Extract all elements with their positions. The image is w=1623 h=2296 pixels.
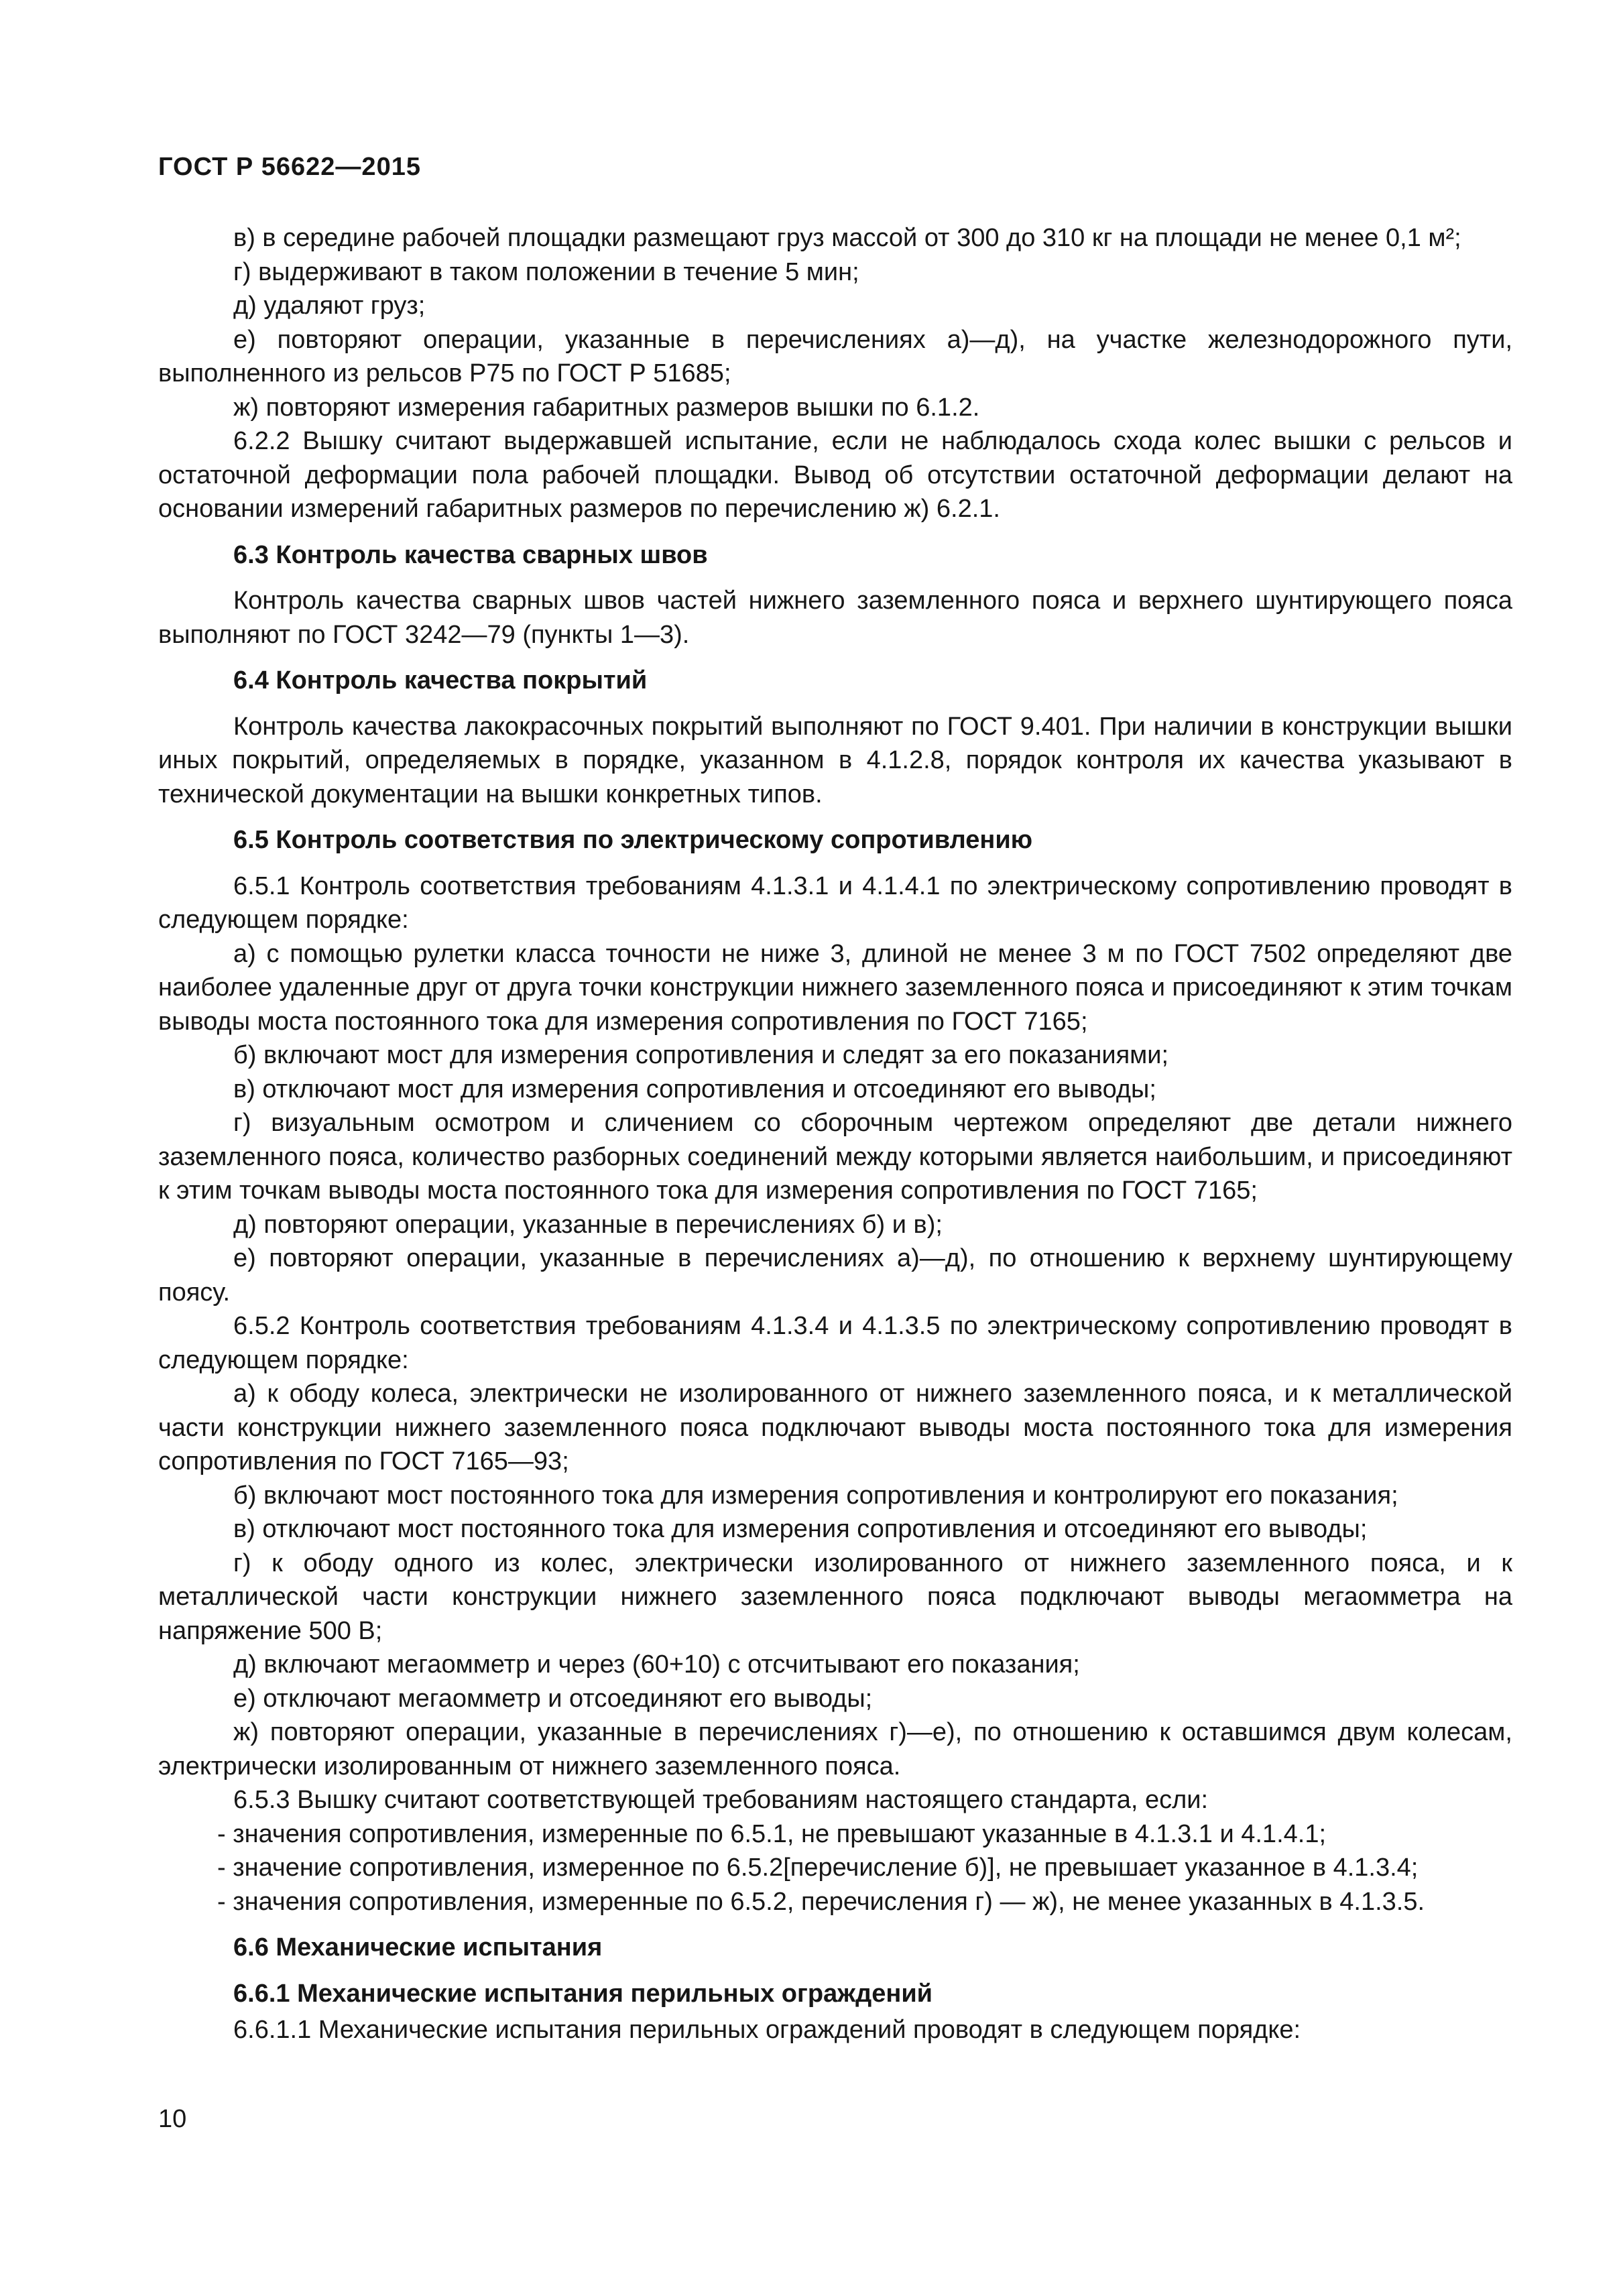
section-heading: 6.5 Контроль соответствия по электрическому сопротивлению (233, 826, 1033, 854)
paragraph: 6.6.1.1 Механические испытания перильных ограждений проводят в следующем порядке: (233, 2016, 1301, 2044)
paragraph: в) отключают мост постоянного тока для измерения сопротивления и отсоединяют его выводы; (233, 1515, 1368, 1543)
paragraph: в) отключают мост для измерения сопротивления и отсоединяют его выводы; (233, 1075, 1156, 1103)
page-number: 10 (158, 2105, 187, 2133)
paragraph: а) с помощью рулетки класса точности не ниже 3, длиной не менее 3 м по ГОСТ 7502 определяют две наиболее удаленные друг от друга точки конструкции нижнего заземленного пояса и присоединяют к этим точкам выводы моста постоянного тока для измерения сопротивления по ГОСТ 7165; (158, 939, 1512, 1036)
paragraph: г) выдерживают в таком положении в течение 5 мин; (233, 257, 859, 286)
subsection-heading: 6.6.1 Механические испытания перильных ограждений (233, 1979, 933, 2008)
paragraph: д) включают мегаомметр и через (60+10) с отсчитывают его показания; (233, 1650, 1080, 1679)
document-body (158, 221, 1512, 2047)
paragraph: ж) повторяют измерения габаритных размеров вышки по 6.1.2. (233, 393, 980, 422)
section-heading: 6.4 Контроль качества покрытий (233, 666, 648, 694)
paragraph: ж) повторяют операции, указанные в перечислениях г)—е), по отношению к оставшимся двум колесам, электрически изолированным от нижнего заземленного пояса. (158, 1718, 1512, 1780)
paragraph: е) повторяют операции, указанные в перечислениях а)—д), на участке железнодорожного пути, выполненного из рельсов Р75 по ГОСТ Р 51685; (158, 325, 1512, 387)
paragraph: б) включают мост постоянного тока для измерения сопротивления и контролируют его показания; (233, 1481, 1398, 1510)
bullet-item: - значения сопротивления, измеренные по 6.5.2, перечисления г) — ж), не менее указанных в 4.1.3.5. (158, 1885, 1512, 1919)
paragraph: е) отключают мегаомметр и отсоединяют его выводы; (233, 1684, 873, 1713)
paragraph: д) повторяют операции, указанные в перечислениях б) и в); (233, 1210, 943, 1239)
paragraph: г) визуальным осмотром и сличением со сборочным чертежом определяют две детали нижнего заземленного пояса, количество разборных соединений между которыми является наибольшим, и присоединяют к этим точкам выводы моста постоянного тока для измерения сопротивления по ГОСТ 7165; (158, 1109, 1512, 1205)
paragraph: 6.2.2 Вышку считают выдержавшей испытание, если не наблюдалось схода колес вышки с рельсов и остаточной деформации пола рабочей площадки. Вывод об отсутствии остаточной деформации делают на основании измерений габаритных размеров по перечислению ж) 6.2.1. (158, 427, 1512, 523)
paragraph: 6.5.2 Контроль соответствия требованиям 4.1.3.4 и 4.1.3.5 по электрическому сопротивлению проводят в следующем порядке: (158, 1312, 1512, 1374)
paragraph: 6.5.3 Вышку считают соответствующей требованиям настоящего стандарта, если: (233, 1786, 1209, 1814)
document-code-header: ГОСТ Р 56622—2015 (158, 153, 421, 181)
paragraph: 6.5.1 Контроль соответствия требованиям 4.1.3.1 и 4.1.4.1 по электрическому сопротивлению проводят в следующем порядке: (158, 871, 1512, 934)
paragraph: г) к ободу одного из колес, электрически изолированного от нижнего заземленного пояса, и к металлической части конструкции нижнего заземленного пояса подключают выводы мегаомметра на напряжение 500 В; (158, 1549, 1512, 1645)
paragraph: Контроль качества сварных швов частей нижнего заземленного пояса и верхнего шунтирующего пояса выполняют по ГОСТ 3242—79 (пункты 1—3). (158, 587, 1512, 649)
section-heading: 6.6 Механические испытания (233, 1933, 603, 1961)
paragraph: д) удаляют груз; (233, 292, 426, 320)
paragraph: в) в середине рабочей площадки размещают груз массой от 300 до 310 кг на площади не менее 0,1 м²; (233, 224, 1461, 252)
bullet-item: - значения сопротивления, измеренные по 6.5.1, не превышают указанные в 4.1.3.1 и 4.1.4.1; (158, 1817, 1512, 1852)
paragraph: а) к ободу колеса, электрически не изолированного от нижнего заземленного пояса, и к металлической части конструкции нижнего заземленного пояса подключают выводы моста постоянного тока для измерения сопротивления по ГОСТ 7165—93; (158, 1380, 1512, 1475)
paragraph: е) повторяют операции, указанные в перечислениях а)—д), по отношению к верхнему шунтирующему поясу. (158, 1244, 1512, 1307)
bullet-item: - значение сопротивления, измеренное по 6.5.2[перечисление б)], не превышает указанное в 4.1.3.4; (158, 1851, 1512, 1885)
section-heading: 6.3 Контроль качества сварных швов (233, 540, 708, 569)
paragraph: Контроль качества лакокрасочных покрытий выполняют по ГОСТ 9.401. При наличии в конструкции вышки иных покрытий, определяемых в порядке, указанном в 4.1.2.8, порядок контроля их качества указывают в технической документации на вышки конкретных типов. (158, 712, 1512, 808)
paragraph: б) включают мост для измерения сопротивления и следят за его показаниями; (233, 1041, 1169, 1069)
